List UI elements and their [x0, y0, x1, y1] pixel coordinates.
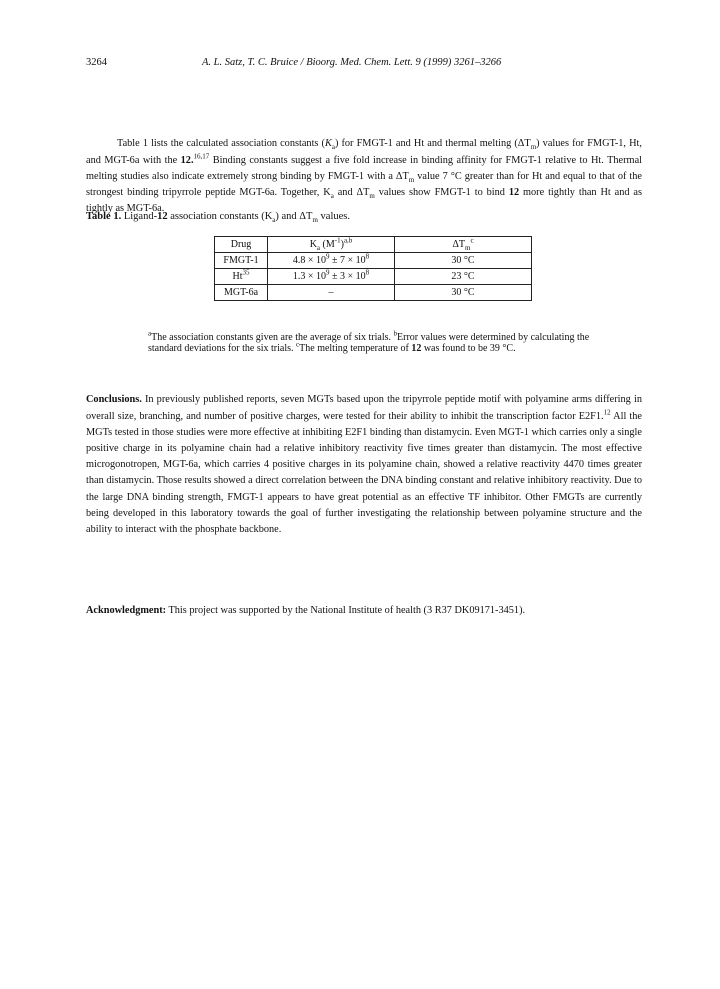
acknowledgment-heading: Acknowledgment: [86, 605, 167, 617]
cell-drug: MGT-6a [215, 285, 268, 301]
acknowledgment-paragraph: Acknowledgment: This project was supported by the National Institute of health (3 R37 DK09171-3451). [86, 605, 526, 617]
cell-drug: Ht$^{35}$ [215, 269, 268, 285]
cell-drug: FMGT-1 [215, 253, 268, 269]
cell-ka: $1.3 \times 10^9 \pm 3 \times 10^8$ [268, 269, 395, 285]
table-row [215, 253, 532, 269]
table-row [215, 285, 532, 301]
cell-dtm: 30 °C [395, 253, 532, 269]
table-footnotes: $^a$The association constants given are the average of six trials. $^b$Error values were determined by calculating the standard deviations for the six trials. $^c$The melting temperature of 12 was found to be 39 °C. [148, 329, 590, 354]
col-header-dtm: $\Delta T_m^c$ [395, 237, 532, 253]
table-row [215, 269, 532, 285]
running-title: A. L. Satz, T. C. Bruice / Bioorg. Med. Chem. Lett. 9 (1999) 3261–3266 [202, 57, 502, 68]
cell-ka: – [268, 285, 395, 301]
cell-dtm: 23 °C [395, 269, 532, 285]
conclusions-paragraph: Conclusions. In previously published reports, seven MGTs based upon the tripyrrole peptide motif with polyamine arms differing in overall size, branching, and number of positive charges, were tested for their ability to inhibit the transcription factor E2F1.12 All the MGTs tested in those studies were more effective at inhibiting E2F1 binding than distamycin. Even MGT-1 which carries only a single positive charge in its polyamine chain had a relative inhibitory reactivity five times greater than distamycin. The most effective microgonotropen, MGT-6a, which carries 4 positive charges in its polyamine chain, showed a relative reactivity 4470 times greater than distamycin. Those results showed a direct correlation between the DNA binding constant and relative inhibitory reactivity. Due to the large DNA binding strength, FMGT-1 appears to have great potential as an effective TF inhibitor. Other FMGTs are currently being developed in this laboratory towards the goal of further investigating the relationship between polyamine structure and the ability to interact with the phosphate backbone. [86, 394, 642, 535]
col-header-drug: Drug [215, 237, 268, 253]
conclusions-heading: Conclusions. [86, 394, 142, 406]
cell-ka: $4.8 \times 10^9 \pm 7 \times 10^8$ [268, 253, 395, 269]
col-header-ka: $K_a$ $(M^{-1})^{a,b}$ [268, 237, 395, 253]
page-number: 3264 [86, 57, 107, 68]
cell-dtm: 30 °C [395, 285, 532, 301]
table-caption: Table 1. Ligand-12 association constants $(K_a)$ and $\Delta T_m$ values. [86, 211, 350, 225]
table-header-row [215, 237, 532, 253]
binding-table [214, 236, 532, 301]
intro-paragraph: Table 1 lists the calculated association constants $(K_a)$ for FMGT-1 and Ht and thermal melting $(\Delta T_m)$ values for FMGT-1, Ht, and MGT-6a with the 12.$^{16,17}$ Binding constants suggest a five fold increase in binding affinity for FMGT-1 relative to Ht. Thermal melting studies also indicate extremely strong binding by FMGT-1 with a $\Delta T_m$ value 7 °C greater than for Ht and equal to that of the strongest binding tripyrrole peptide MGT-6a. Together, $K_a$ and $\Delta T_m$ values show FMGT-1 to bind 12 more tightly than Ht and as tightly as MGT-6a. [86, 138, 642, 215]
